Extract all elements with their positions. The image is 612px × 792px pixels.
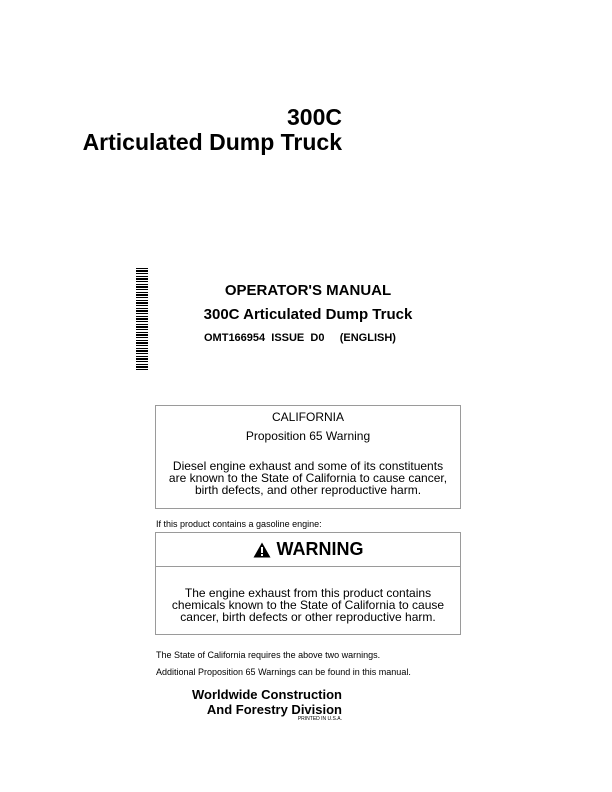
division-name-line: Worldwide Construction — [192, 687, 342, 702]
manual-code: OMT166954 ISSUE D0 (ENGLISH) — [204, 332, 396, 344]
gasoline-note: If this product contains a gasoline engine: — [156, 519, 322, 529]
cover-model: 300C — [287, 104, 342, 130]
prop65-body-line: are known to the State of California to cause cancer, — [168, 471, 448, 485]
footer-note: Additional Proposition 65 Warnings can be found in this manual. — [156, 667, 411, 677]
cover-product-name: Articulated Dump Truck — [82, 129, 342, 155]
printed-in-note: PRINTED IN U.S.A. — [297, 716, 342, 722]
warning-header — [156, 533, 460, 567]
barcode — [136, 268, 148, 370]
manual-title: OPERATOR'S MANUAL — [224, 282, 392, 299]
prop65-body-line: birth defects, and other reproductive harm. — [194, 483, 422, 497]
prop65-box — [155, 405, 461, 509]
prop65-body-line: Diesel engine exhaust and some of its constituents — [172, 459, 444, 473]
warning-body-line: cancer, birth defects or other reproductive harm. — [180, 610, 436, 624]
division-name-line: And Forestry Division — [206, 702, 342, 717]
manual-subtitle: 300C Articulated Dump Truck — [203, 306, 413, 323]
warning-box — [155, 532, 461, 635]
prop65-heading: CALIFORNIA — [271, 410, 344, 424]
warning-body-line: chemicals known to the State of California to cause — [171, 598, 445, 612]
warning-body-line: The engine exhaust from this product contains — [184, 586, 432, 600]
prop65-subheading: Proposition 65 Warning — [245, 429, 371, 443]
warning-triangle-icon — [253, 542, 271, 558]
warning-label: WARNING — [276, 539, 364, 559]
footer-note: The State of California requires the above two warnings. — [156, 650, 381, 660]
